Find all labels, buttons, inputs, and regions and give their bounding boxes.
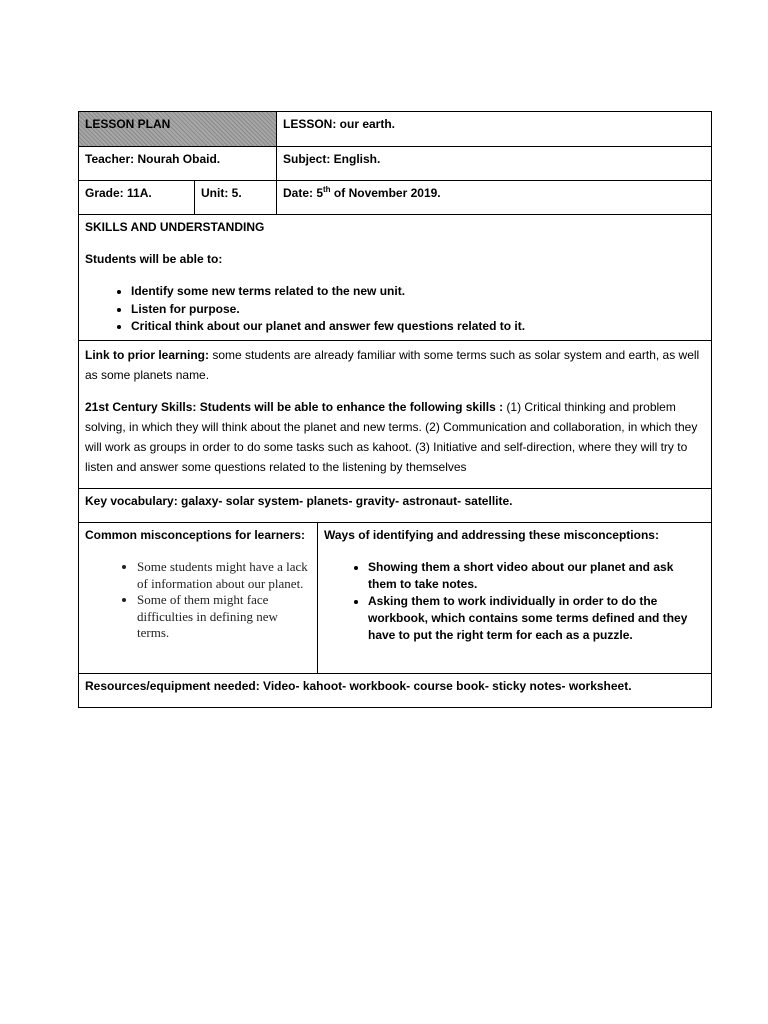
addressing-list: [324, 559, 705, 644]
table-row: [79, 180, 711, 214]
teacher-cell: Teacher: Nourah Obaid.: [85, 152, 221, 166]
century-skills-label: 21st Century Skills: Students will be able to enhance the following skills :: [85, 400, 504, 414]
unit-cell: Unit: 5.: [194, 181, 276, 214]
prior-learning-text: some students are already familiar with some terms such as solar system and earth, as well as some planets name.: [85, 348, 700, 382]
date-suffix: of November 2019.: [330, 186, 441, 200]
misconceptions-list: [85, 559, 311, 642]
list-item: • Identify some new terms related to the new unit.: [131, 283, 705, 301]
date-superscript: th: [323, 185, 331, 194]
table-row: [79, 340, 711, 488]
addressing-cell: [317, 523, 711, 673]
skills-heading: SKILLS AND UNDERSTANDING: [85, 220, 265, 234]
list-item: • Critical think about our planet and answer few questions related to it.: [131, 318, 705, 336]
prior-learning-label: Link to prior learning:: [85, 348, 210, 362]
list-item: • Some of them might face difficulties in defining new terms.: [137, 592, 311, 642]
skills-list: [85, 283, 705, 336]
misconceptions-cell: [79, 523, 317, 673]
prior-learning-paragraph: [85, 345, 705, 385]
skills-cell: [79, 215, 711, 340]
table-row: [79, 146, 711, 180]
century-skills-paragraph: [85, 397, 705, 477]
subject-cell: Subject: English.: [276, 147, 711, 180]
date-cell: [276, 181, 711, 214]
table-row: [79, 673, 711, 707]
resources-cell: Resources/equipment needed: Video- kahoot- workbook- course book- sticky notes- worksheet.: [85, 679, 632, 693]
list-item: • Some students might have a lack of information about our planet.: [137, 559, 311, 592]
list-item: • Asking them to work individually in order to do the workbook, which contains some terms defined and they have to put the right term for each as a puzzle.: [368, 593, 705, 644]
table-row: [79, 214, 711, 340]
grade-cell: Grade: 11A.: [85, 186, 152, 200]
skills-intro: Students will be able to:: [85, 252, 223, 266]
table-row: [79, 522, 711, 673]
century-skills-text: (1) Critical thinking and problem solving, in which they will think about the planet and new terms. (2) Communication and collaboration, in which they will work as groups in order to do some tasks such as kahoot. (3) Initiative and self-direction, where they will try to listen and answer some questions related to the listening by themselves: [85, 400, 698, 474]
date-prefix: Date: 5: [283, 186, 324, 200]
table-row: [79, 488, 711, 522]
learning-cell: [79, 341, 711, 488]
lesson-plan-table: [78, 111, 712, 708]
lesson-plan-cell: LESSON PLAN: [79, 112, 276, 146]
lesson-title-cell: LESSON: our earth.: [276, 112, 711, 146]
addressing-heading: Ways of identifying and addressing these misconceptions:: [324, 528, 659, 542]
table-row: [79, 112, 711, 146]
vocabulary-cell: Key vocabulary: galaxy- solar system- planets- gravity- astronaut- satellite.: [85, 494, 513, 508]
list-item: • Showing them a short video about our planet and ask them to take notes.: [368, 559, 705, 593]
misconceptions-heading: Common misconceptions for learners:: [85, 528, 306, 542]
list-item: • Listen for purpose.: [131, 301, 705, 319]
